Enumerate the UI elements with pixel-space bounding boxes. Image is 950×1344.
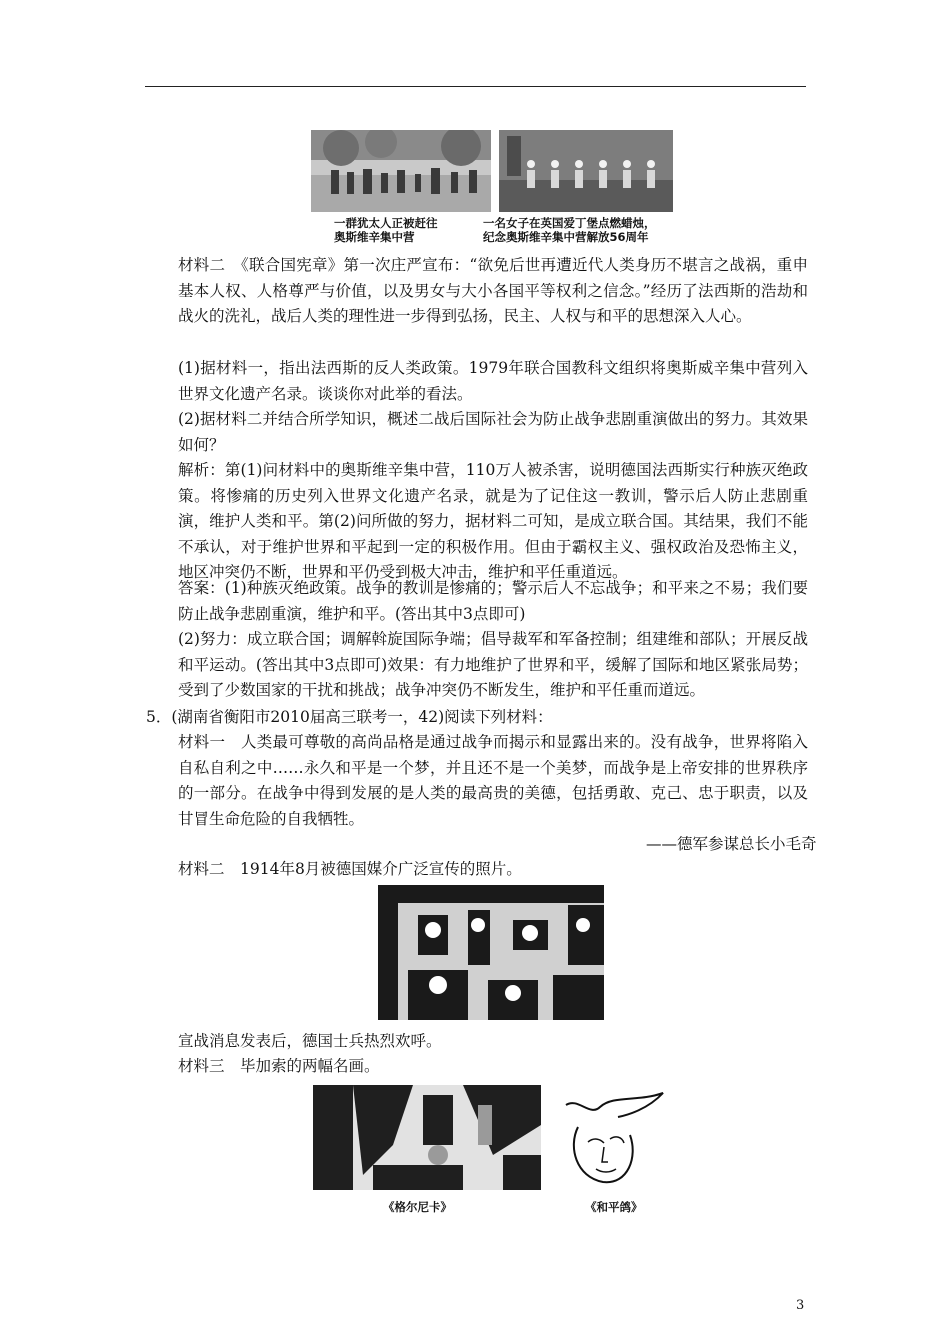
caption-peace-dove: 《和平鸽》 [585, 1200, 643, 1214]
painting-peace-dove-image [558, 1087, 668, 1190]
q5-material-three: 材料三 毕加索的两幅名画。 [178, 1057, 380, 1075]
page-number: 3 [796, 1298, 805, 1313]
photo-german-soldiers-cheering [378, 885, 604, 1020]
question-2: (2)据材料二并结合所学知识，概述二战后国际社会为防止战争悲剧重演做出的努力。其效果如何？ [178, 410, 808, 454]
photo-jews-auschwitz [311, 130, 491, 212]
photo-candles-edinburgh [499, 130, 673, 212]
analysis-text: 解析：第(1)问材料中的奥斯维辛集中营，110万人被杀害，说明德国法西斯实行种族灭绝政策。将惨痛的历史列入世界文化遗产名录，就是为了记住这一教训，警示后人防止悲剧重演，维护人类和平。第(2)问所做的努力，据材料二可知，是成立联合国。其结果，我们不能不承认，对于维护世界和平起到一定的积极作用。但由于霸权主义、强权政治及恐怖主义，地区冲突仍不断，世界和平仍受到极大冲击，维护和平任重道远。 [178, 461, 808, 582]
painting-guernica-image [313, 1085, 541, 1190]
caption-candles-edinburgh: 一名女子在英国爱丁堡点燃蜡烛， 纪念奥斯维辛集中营解放56周年 [483, 216, 656, 244]
q5-material-one: 材料一 人类最可尊敬的高尚品格是通过战争而揭示和显露出来的。没有战争，世界将陷入自私自利之中……永久和平是一个梦，并且还不是一个美梦，而战争是上帝安排的世界秩序的一部分。在战争中得到发展的是人类的最高贵的美德，包括勇敢、克己、忠于职责，以及甘冒生命危险的自我牺牲。 [178, 733, 808, 828]
material-two-text: 材料二 《联合国宪章》第一次庄严宣布：“欲免后世再遭近代人类身历不堪言之战祸，重申基本人权、人格尊严与价值，以及男女与大小各国平等权利之信念。”经历了法西斯的浩劫和战火的洗礼，战后人类的理性进一步得到弘扬，民主、人权与和平的思想深入人心。 [178, 256, 808, 326]
header-rule [145, 86, 806, 87]
caption-jews-auschwitz: 一群犹太人正被赶往 奥斯维辛集中营 [334, 216, 438, 244]
q5-material-one-source: ——德军参谋总长小毛奇 [646, 835, 817, 853]
painting-peace-dove [558, 1087, 668, 1190]
photo-jews-auschwitz-image [311, 130, 491, 212]
answer-part-2: (2)努力：成立联合国；调解斡旋国际争端；倡导裁军和军备控制；组建维和部队；开展反战和平运动。(答出其中3点即可)效果：有力地维护了世界和平，缓解了国际和地区紧张局势；受到了少数国家的干扰和挑战；战争冲突仍不断发生，维护和平任重而道远。 [178, 630, 808, 700]
question-5-heading: 5．(湖南省衡阳市2010届高三联考一，42)阅读下列材料： [146, 708, 553, 726]
photo-german-soldiers-image [378, 885, 604, 1020]
photo-candles-edinburgh-image [499, 130, 673, 212]
painting-guernica [313, 1085, 541, 1190]
q5-material-two-caption: 宣战消息发表后，德国士兵热烈欢呼。 [178, 1032, 442, 1050]
question-1: (1)据材料一，指出法西斯的反人类政策。1979年联合国教科文组织将奥斯威辛集中营列入世界文化遗产名录。谈谈你对此举的看法。 [178, 359, 808, 403]
q5-material-two: 材料二 1914年8月被德国媒介广泛宣传的照片。 [178, 860, 522, 878]
caption-guernica: 《格尔尼卡》 [383, 1200, 452, 1214]
answer-part-1: 答案：(1)种族灭绝政策。战争的教训是惨痛的；警示后人不忘战争；和平来之不易；我们要防止战争悲剧重演，维护和平。(答出其中3点即可) [178, 579, 808, 623]
